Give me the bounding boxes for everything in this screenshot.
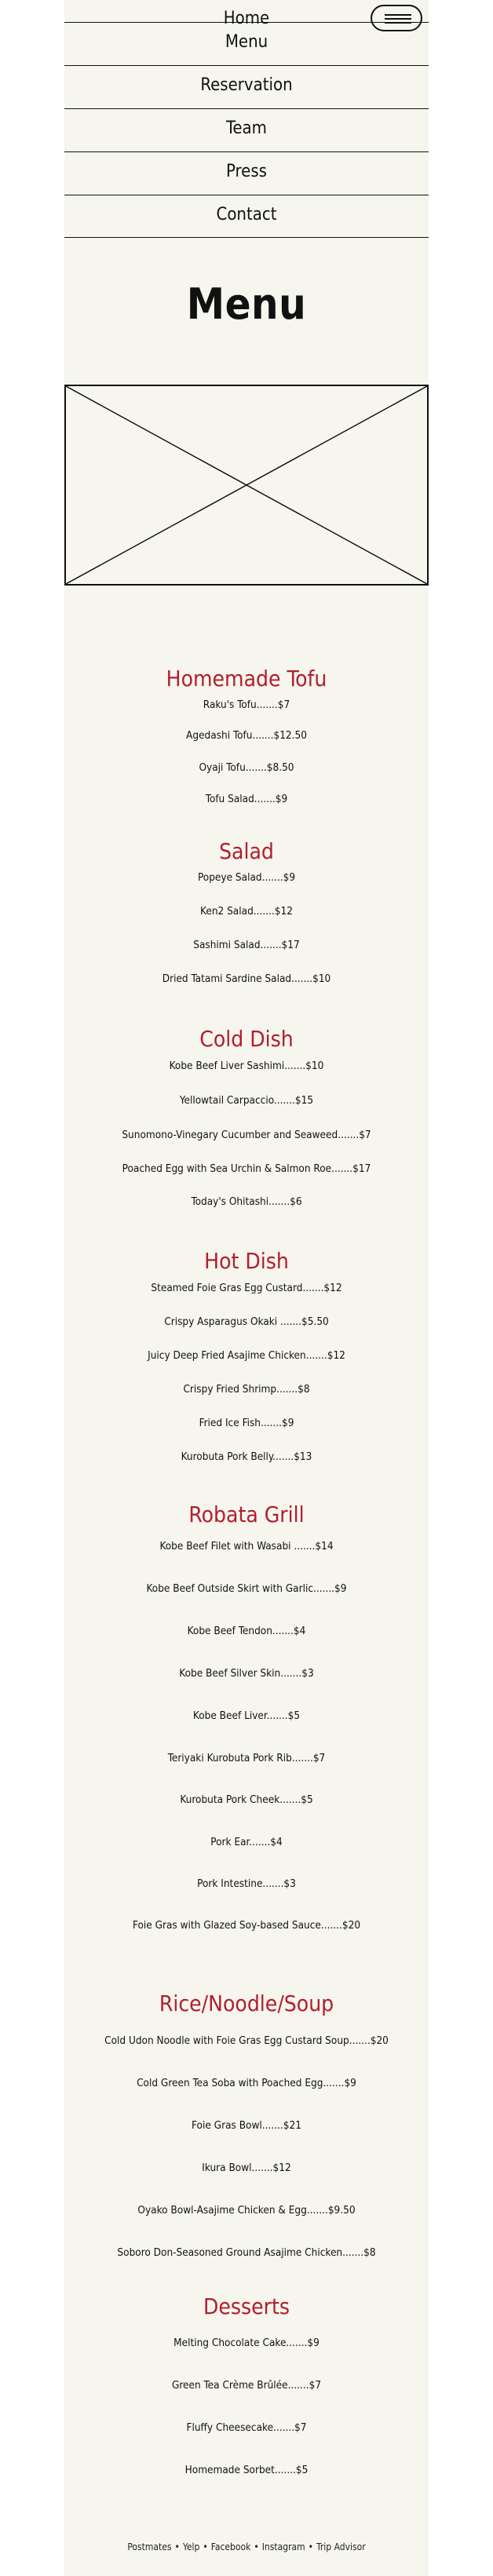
menu-item: Sashimi Salad.......$17 [193, 939, 300, 951]
menu-item: Kobe Beef Tendon.......$4 [187, 1625, 306, 1637]
menu-item: Today's Ohitashi.......$6 [191, 1195, 302, 1208]
menu-item: Pork Intestine.......$3 [197, 1877, 296, 1890]
menu-item: Raku's Tofu.......$7 [203, 699, 290, 711]
menu-item: Kobe Beef Outside Skirt with Garlic.......$9 [146, 1582, 347, 1595]
menu-item: Kobe Beef Liver Sashimi.......$10 [169, 1060, 324, 1072]
footer-separator: • [308, 2541, 314, 2552]
footer-separator: • [174, 2541, 180, 2552]
hero-image-placeholder [64, 385, 429, 586]
menu-item: Pork Ear.......$4 [210, 1836, 283, 1848]
footer-link-yelp[interactable]: Yelp [182, 2541, 200, 2552]
footer-separator: • [203, 2541, 208, 2552]
placeholder-cross-icon [66, 386, 427, 584]
menu-item: Cold Green Tea Soba with Poached Egg.......$9 [137, 2077, 356, 2089]
menu-item: Soboro Don-Seasoned Ground Asajime Chicken.......$8 [117, 2246, 376, 2259]
footer-link-instagram[interactable]: Instagram [261, 2541, 305, 2552]
menu-item: Kobe Beef Silver Skin.......$3 [179, 1667, 314, 1680]
footer-separator: • [254, 2541, 259, 2552]
menu-item: Fluffy Cheesecake.......$7 [186, 2421, 307, 2434]
menu-item: Oyaji Tofu.......$8.50 [199, 761, 294, 774]
menu-item: Cold Udon Noodle with Foie Gras Egg Custard Soup.......$20 [104, 2034, 389, 2047]
nav-item-team[interactable]: Team [64, 108, 429, 151]
nav-item-contact[interactable]: Contact [64, 195, 429, 238]
menu-item: Dried Tatami Sardine Salad.......$10 [162, 972, 331, 985]
section-title: Cold Dish [199, 1026, 294, 1052]
nav-item-home[interactable]: Home [223, 9, 270, 28]
menu-item: Popeye Salad.......$9 [197, 871, 296, 884]
page-title: Menu [186, 279, 307, 329]
menu-item: Juicy Deep Fried Asajime Chicken.......$12 [148, 1349, 345, 1362]
section-title: Hot Dish [204, 1248, 289, 1274]
footer-link-facebook[interactable]: Facebook [210, 2541, 251, 2552]
section-title: Salad [219, 838, 274, 864]
menu-item: Melting Chocolate Cake.......$9 [173, 2337, 320, 2349]
menu-item: Kurobuta Pork Cheek.......$5 [180, 1793, 313, 1806]
menu-item: Tofu Salad.......$9 [205, 793, 288, 805]
menu-item: Kurobuta Pork Belly.......$13 [181, 1450, 312, 1463]
nav-item-menu[interactable]: Menu [64, 22, 429, 65]
menu-item: Ken2 Salad.......$12 [200, 905, 293, 918]
menu-item: Crispy Fried Shrimp.......$8 [183, 1383, 310, 1396]
menu-item: Ikura Bowl.......$12 [202, 2162, 291, 2174]
section-title: Desserts [203, 2293, 290, 2319]
menu-item: Green Tea Crème Brûlée.......$7 [171, 2379, 322, 2392]
section-title: Robata Grill [188, 1501, 305, 1527]
page [64, 0, 429, 2576]
main-nav [64, 9, 429, 238]
menu-item: Homemade Sorbet.......$5 [184, 2464, 309, 2476]
menu-item: Foie Gras with Glazed Soy-based Sauce.......$20 [132, 1919, 361, 1932]
menu-item: Kobe Beef Filet with Wasabi .......$14 [159, 1540, 334, 1553]
menu-item: Yellowtail Carpaccio.......$15 [179, 1094, 314, 1107]
menu-item: Oyako Bowl-Asajime Chicken & Egg.......$9.50 [137, 2204, 356, 2217]
footer-link-postmates[interactable]: Postmates [127, 2541, 172, 2552]
nav-item-reservation[interactable]: Reservation [64, 65, 429, 108]
menu-item: Steamed Foie Gras Egg Custard.......$12 [151, 1282, 342, 1294]
menu-item: Poached Egg with Sea Urchin & Salmon Roe.......$17 [122, 1162, 371, 1175]
menu-item: Sunomono-Vinegary Cucumber and Seaweed.......$7 [122, 1129, 371, 1141]
menu-item: Kobe Beef Liver.......$5 [192, 1709, 301, 1722]
footer-link-trip-advisor[interactable]: Trip Advisor [316, 2541, 366, 2552]
menu-item: Foie Gras Bowl.......$21 [192, 2119, 301, 2132]
footer [64, 2541, 429, 2552]
section-title: Rice/Noodle/Soup [159, 1990, 334, 2016]
menu-item: Teriyaki Kurobuta Pork Rib.......$7 [167, 1752, 326, 1764]
section-title: Homemade Tofu [166, 666, 327, 691]
menu-item: Fried Ice Fish.......$9 [199, 1417, 294, 1429]
nav-item-press[interactable]: Press [64, 151, 429, 195]
menu-item: Crispy Asparagus Okaki .......$5.50 [164, 1315, 329, 1328]
menu-item: Agedashi Tofu.......$12.50 [186, 729, 307, 742]
